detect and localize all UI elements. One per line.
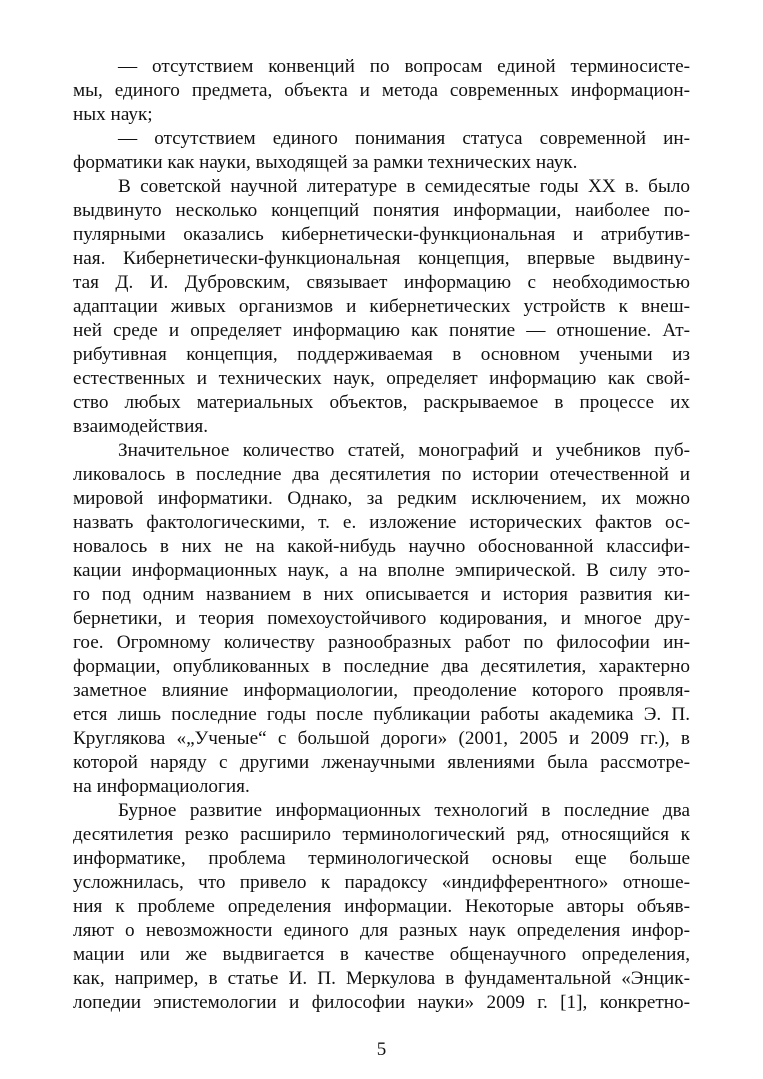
text-line: естественных и технических наук, определяет информацию как свой- <box>73 368 690 389</box>
text-line: лопедии эпистемологии и философии науки» 2009 г. [1], конкретно- <box>73 992 690 1013</box>
text-line: ется лишь последние годы после публикации работы академика Э. П. <box>73 704 690 725</box>
text-line: мы, единого предмета, объекта и метода современных информацион- <box>73 80 690 101</box>
text-line: взаимодействия. <box>73 416 209 437</box>
text-line: — отсутствием конвенций по вопросам единой терминосисте- <box>118 56 690 77</box>
text-line: ство любых материальных объектов, раскрываемое в процессе их <box>73 392 690 413</box>
paragraph <box>73 127 690 175</box>
text-line: ния к проблеме определения информации. Некоторые авторы объяв- <box>73 896 690 917</box>
text-line: информатике, проблема терминологической основы еще больше <box>73 848 690 869</box>
text-line: на информациология. <box>73 776 250 797</box>
text-line: пулярными оказались кибернетически-функциональная и атрибутив- <box>73 224 690 245</box>
page-number: 5 <box>376 1039 387 1060</box>
text-line: мации или же выдвигается в качестве общенаучного определения, <box>73 944 690 965</box>
text-line: Значительное количество статей, монографий и учебников пуб- <box>118 440 690 461</box>
paragraph <box>73 439 690 799</box>
paragraph <box>73 799 690 1015</box>
text-line: формации, опубликованных в последние два десятилетия, характерно <box>73 656 690 677</box>
text-line: гое. Огромному количеству разнообразных работ по философии ин- <box>73 632 690 653</box>
text-line: ляют о невозможности единого для разных наук определения инфор- <box>73 920 690 941</box>
text-line: — отсутствием единого понимания статуса современной ин- <box>118 128 690 149</box>
text-line: десятилетия резко расширило терминологический ряд, относящийся к <box>73 824 690 845</box>
text-line: адаптации живых организмов и кибернетических устройств к внеш- <box>73 296 690 317</box>
text-line: тая Д. И. Дубровским, связывает информацию с необходимостью <box>73 272 690 293</box>
text-line: новалось в них не на какой-нибудь научно обоснованной классифи- <box>73 536 690 557</box>
text-line: ная. Кибернетически-функциональная концепция, впервые выдвину- <box>73 248 690 269</box>
text-line: Бурное развитие информационных технологий в последние два <box>118 800 690 821</box>
text-line: мировой информатики. Однако, за редким исключением, их можно <box>73 488 690 509</box>
paragraph <box>73 55 690 127</box>
text-line: которой наряду с другими лженаучными явлениями была рассмотре- <box>73 752 690 773</box>
text-line: ных наук; <box>73 104 153 125</box>
text-line: форматики как науки, выходящей за рамки технических наук. <box>73 152 578 173</box>
text-line: го под одним названием в них описывается и история развития ки- <box>73 584 690 605</box>
text-line: кации информационных наук, а на вполне эмпирической. В силу это- <box>73 560 690 581</box>
text-line: ней среде и определяет информацию как понятие — отношение. Ат- <box>73 320 690 341</box>
text-line: назвать фактологическими, т. е. изложение исторических фактов ос- <box>73 512 690 533</box>
page-body <box>73 55 690 1015</box>
text-line: рибутивная концепция, поддерживаемая в основном учеными из <box>73 344 690 365</box>
text-line: В советской научной литературе в семидесятые годы XX в. было <box>118 176 690 197</box>
text-line: заметное влияние информациологии, преодоление которого проявля- <box>73 680 690 701</box>
text-line: усложнилась, что привело к парадоксу «индифферентного» отноше- <box>73 872 690 893</box>
paragraph <box>73 175 690 439</box>
text-line: как, например, в статье И. П. Меркулова в фундаментальной «Энцик- <box>73 968 690 989</box>
text-line: выдвинуто несколько концепций понятия информации, наиболее по- <box>73 200 690 221</box>
text-line: бернетики, и теория помехоустойчивого кодирования, и многое дру- <box>73 608 690 629</box>
text-line: ликовалось в последние два десятилетия по истории отечественной и <box>73 464 690 485</box>
text-line: Круглякова «„Ученые“ с большой дороги» (2001, 2005 и 2009 гг.), в <box>73 728 690 749</box>
